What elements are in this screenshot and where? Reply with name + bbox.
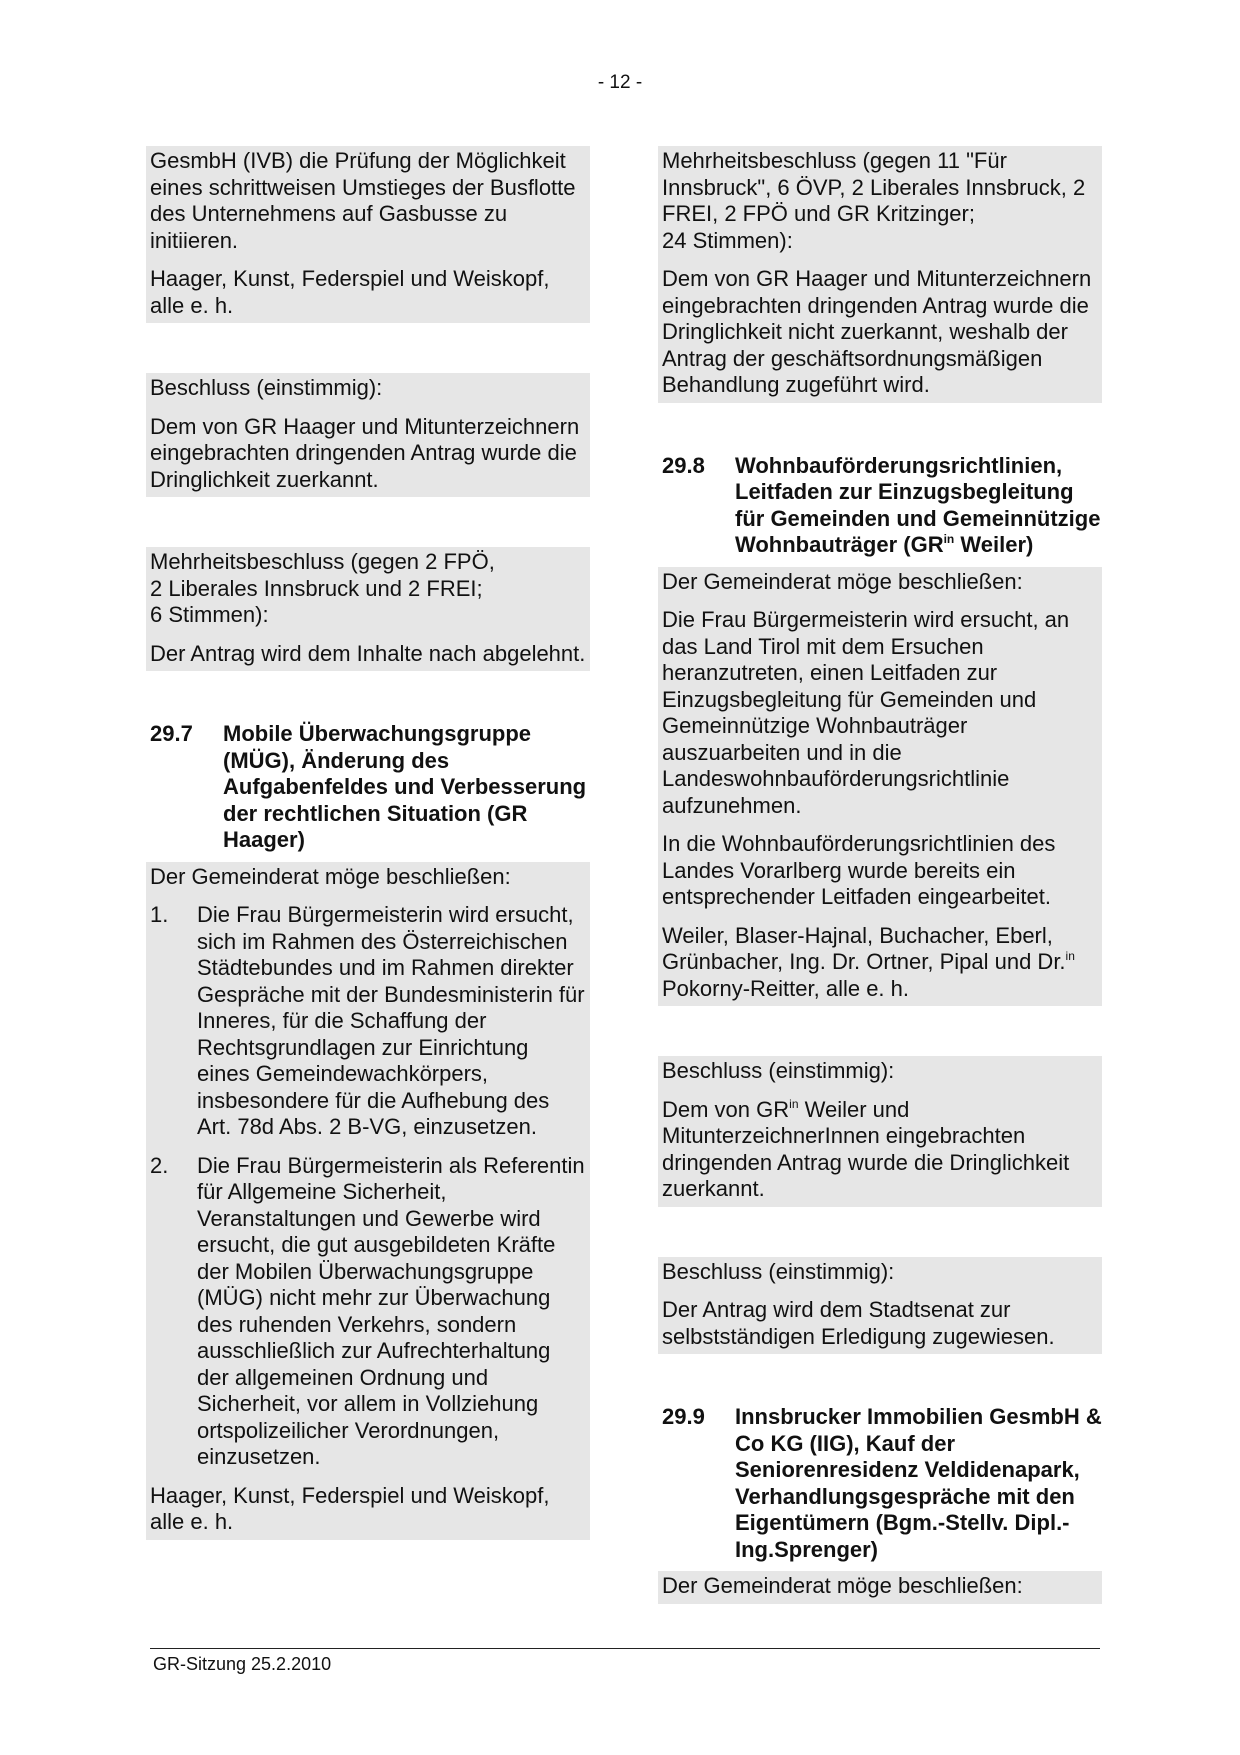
section-heading-29-8 xyxy=(658,453,1102,559)
motion-text: GesmbH (IVB) die Prüfung der Möglichkeit eines schrittweisen Umstieges der Busflotte des Unternehmens auf Gasbusse zu initiieren. xyxy=(150,148,576,253)
section-number: 29.7 xyxy=(150,721,193,746)
signers: Weiler, Blaser-Hajnal, Buchacher, Eberl, Grünbacher, Ing. Dr. Ortner, Pipal und Dr.$^{in}$ Pokorny-Reitter, alle e. h. xyxy=(662,922,1075,1001)
list-item-number: 2. xyxy=(150,1152,169,1178)
list-item xyxy=(150,902,586,1141)
resolution-label: Beschluss (einstimmig): xyxy=(150,375,383,400)
section-number: 29.9 xyxy=(662,1404,705,1429)
right-column xyxy=(658,146,1102,1604)
majority-resolution-label: Mehrheitsbeschluss (gegen 11 "Für Innsbruck", 6 ÖVP, 2 Liberales Innsbruck, 2 FREI, 2 FPÖ und GR Kritzinger; 24 Stimmen): xyxy=(662,148,1086,253)
motion-intro: Der Gemeinderat möge beschließen: xyxy=(662,1573,1023,1598)
motion-intro: Der Gemeinderat möge beschließen: xyxy=(150,863,511,889)
motion-box xyxy=(658,1571,1102,1604)
section-heading-29-7 xyxy=(146,721,590,854)
resolution-text: Der Antrag wird dem Inhalte nach abgelehnt. xyxy=(150,640,586,666)
motion-justification: In die Wohnbauförderungsrichtlinien des Landes Vorarlberg wurde bereits ein entsprechender Leitfaden eingearbeitet. xyxy=(662,831,1056,909)
resolution-text: Der Antrag wird dem Stadtsenat zur selbstständigen Erledigung zugewiesen. xyxy=(662,1297,1055,1349)
resolution-box xyxy=(146,373,590,497)
list-item xyxy=(150,1153,586,1471)
footer-divider xyxy=(150,1648,1100,1649)
section-heading-29-9 xyxy=(658,1404,1102,1563)
section-title: Mobile Überwachungsgruppe (MÜG), Änderung des Aufgabenfeldes und Verbesserung der rechtlichen Situation (GR Haager) xyxy=(223,721,587,852)
resolution-text: Dem von GR Haager und Mitunterzeichnern eingebrachten dringenden Antrag wurde die Dringlichkeit zuerkannt. xyxy=(150,413,580,492)
majority-resolution-box xyxy=(146,547,590,671)
resolution-text: Dem von GR Haager und Mitunterzeichnern eingebrachten dringenden Antrag wurde die Dringlichkeit nicht zuerkannt, weshalb der Antrag der geschäftsordnungsmäßigen Behandlung zugeführt wird. xyxy=(662,266,1092,397)
resolution-label: Beschluss (einstimmig): xyxy=(662,1058,895,1083)
majority-resolution-box xyxy=(658,146,1102,403)
section-title: Innsbrucker Immobilien GesmbH & Co KG (IIG), Kauf der Seniorenresidenz Veldidenapark, Verhandlungsgespräche mit den Eigentümern (Bgm.-Stellv. Dipl.-Ing.Sprenger) xyxy=(735,1404,1102,1562)
section-number: 29.8 xyxy=(662,452,705,478)
motion-box xyxy=(146,862,590,1540)
section-title: Wohnbauförderungsrichtlinien, Leitfaden zur Einzugsbegleitung für Gemeinden und Gemeinnützige Wohnbauträger ($GR^{in}$ Weiler) xyxy=(735,452,1101,557)
resolution-box xyxy=(658,1056,1102,1207)
list-item-text: Die Frau Bürgermeisterin als Referentin für Allgemeine Sicherheit, Veranstaltungen und Gewerbe wird ersucht, die gut ausgebildeten Kräfte der Mobilen Überwachungsgruppe (MÜG) nicht mehr zur Überwachung des ruhenden Verkehrs, sondern ausschließlich zur Aufrechterhaltung der allgemeinen Ordnung und Sicherheit, vor allem in Vollziehung ortspolizeilicher Verordnungen, einzusetzen. xyxy=(197,1152,585,1469)
left-column xyxy=(146,146,590,1540)
list-item-text: Die Frau Bürgermeisterin wird ersucht, sich im Rahmen des Österreichischen Städtebundes und im Rahmen direkter Gespräche mit der Bundesministerin für Inneres, für die Schaffung der Rechtsgrundlagen zur Einrichtung eines Gemeindewachkörpers, insbesondere für die Aufhebung des Art. 78d Abs. 2 B-VG, einzusetzen. xyxy=(197,902,585,1139)
motion-text: Die Frau Bürgermeisterin wird ersucht, an das Land Tirol mit dem Ersuchen heranzutreten, einen Leitfaden zur Einzugsbegleitung für Gemeinden und Gemeinnützige Wohnbauträger auszuarbeiten und in die Landeswohnbauförderungsrichtlinie aufzunehmen. xyxy=(662,607,1070,818)
signers: Haager, Kunst, Federspiel und Weiskopf, alle e. h. xyxy=(150,266,550,318)
resolution-label: Beschluss (einstimmig): xyxy=(662,1258,895,1284)
resolution-text: Dem von $GR^{in}$ Weiler und MitunterzeichnerInnen eingebrachten dringenden Antrag wurde die Dringlichkeit zuerkannt. xyxy=(662,1096,1070,1201)
footer-session-date: GR-Sitzung 25.2.2010 xyxy=(153,1654,332,1674)
list-item-number: 1. xyxy=(150,902,169,927)
motion-intro: Der Gemeinderat möge beschließen: xyxy=(662,568,1023,594)
page-number: - 12 - xyxy=(597,72,643,93)
resolution-box xyxy=(658,1257,1102,1355)
signers: Haager, Kunst, Federspiel und Weiskopf, alle e. h. xyxy=(150,1482,550,1534)
majority-resolution-label: Mehrheitsbeschluss (gegen 2 FPÖ, 2 Liberales Innsbruck und 2 FREI; 6 Stimmen): xyxy=(150,549,495,627)
motion-box xyxy=(658,567,1102,1007)
motion-text-box xyxy=(146,146,590,323)
